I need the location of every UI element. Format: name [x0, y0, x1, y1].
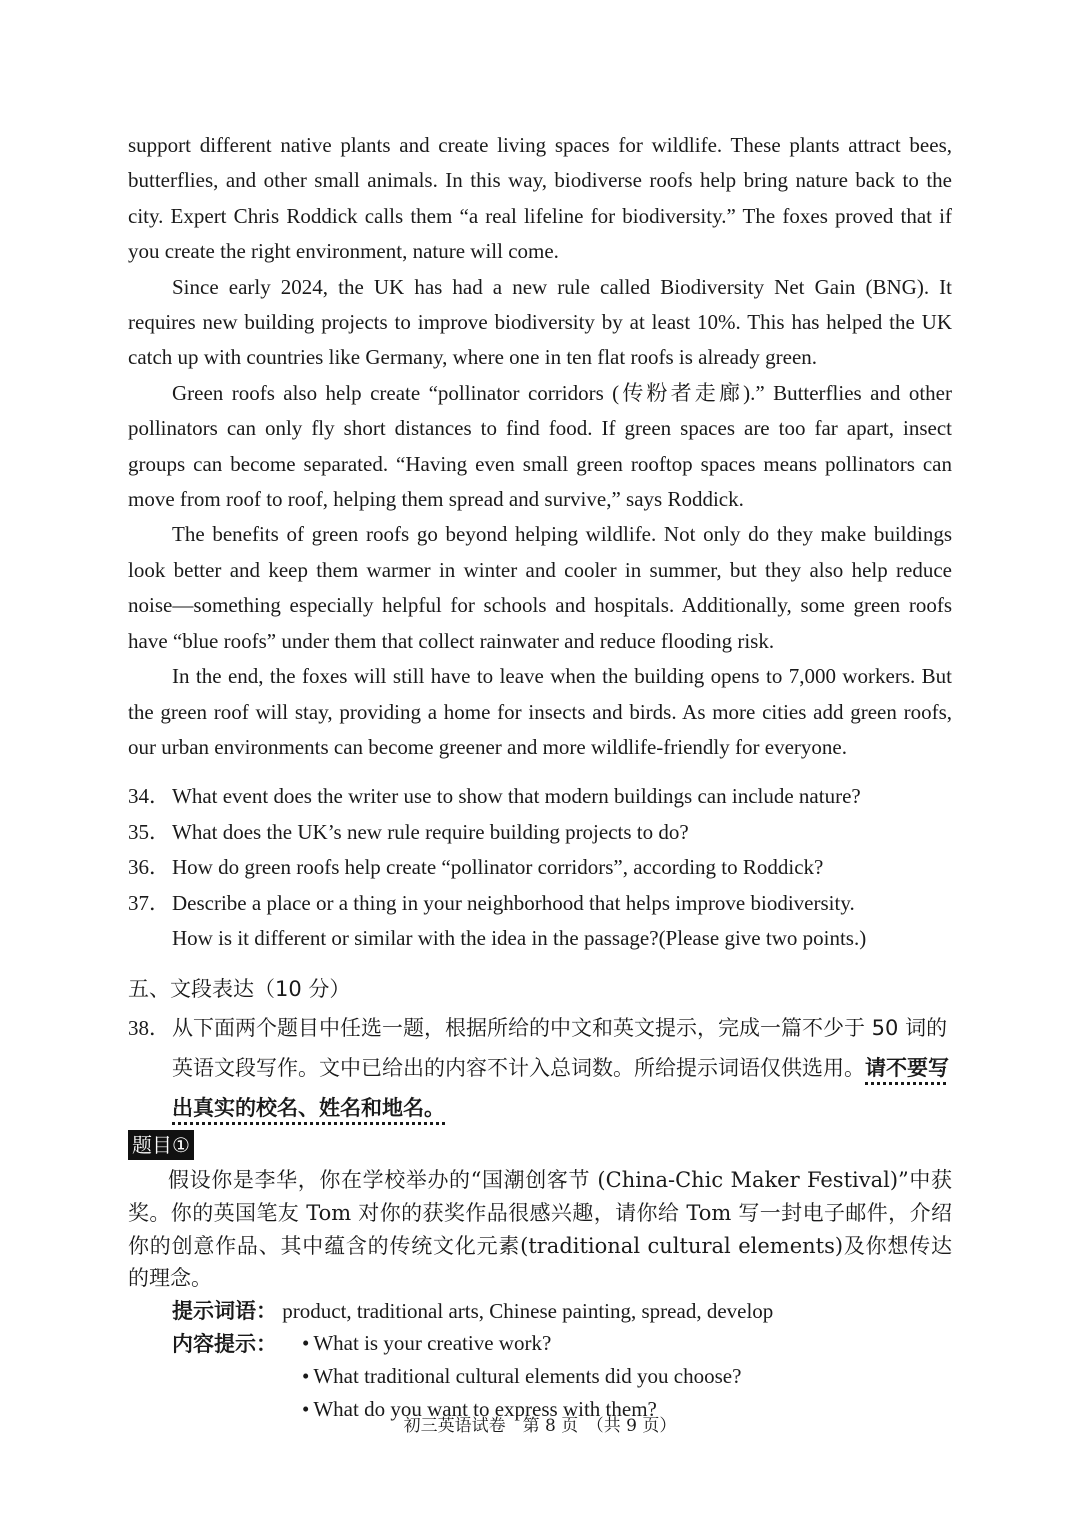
hint-words-row: [128, 1295, 952, 1328]
content-hints-label: 内容提示：: [172, 1331, 277, 1357]
question-list: [128, 779, 952, 956]
passage-paragraph-5: In the end, the foxes will still have to leave when the building opens to 7,000 workers. But the green roof will stay, providing a home for insects and birds. As more cities add green roofs, our urban environments can become greener and more wildlife-friendly for everyone.: [128, 664, 952, 759]
exam-page: [128, 128, 952, 1426]
question-36: [128, 850, 952, 885]
question-text: How do green roofs help create “pollinator corridors”, according to Roddick?: [172, 855, 824, 880]
passage-paragraph-1: support different native plants and create living spaces for wildlife. These plants attract bees, butterflies, and other small animals. In this way, biodiverse roofs help bring nature back to the city. Expert Chris Roddick calls them “a real lifeline for biodiversity.” The foxes proved that if you create the right environment, nature will come.: [128, 133, 952, 264]
question-number: 37．: [128, 890, 170, 915]
passage-paragraph-2: Since early 2024, the UK has had a new rule called Biodiversity Net Gain (BNG). It requires new building projects to improve biodiversity by at least 10%. This has helped the UK catch up with countries like Germany, where one in ten flat roofs is already green.: [128, 274, 952, 370]
question-35: [128, 815, 952, 850]
question-number: 35．: [128, 819, 170, 844]
question-text: What event does the writer use to show that modern buildings can include nature?: [172, 784, 861, 809]
content-hint-text: What is your creative work?: [313, 1331, 552, 1356]
task-emphasis: 请不要写出真实的校名、姓名和地名。: [172, 1056, 949, 1121]
bullet-icon: •: [302, 1397, 310, 1422]
task-instructions: [172, 1008, 952, 1128]
passage-paragraph-4: The benefits of green roofs go beyond helping wildlife. Not only do they make buildings look better and keep them warmer in winter and cooler in summer, but they also help reduce noise—something especially helpful for schools and hospitals. Additionally, some green roofs have “blue roofs” under them that collect rainwater and reduce flooding risk.: [128, 522, 952, 653]
task-number: 38．: [128, 1016, 170, 1041]
task-text: 从下面两个题目中任选一题，根据所给的中文和英文提示，完成一篇不少于 50 词的英语文段写作。文中已给出的内容不计入总词数。所给提示词语仅供选用。: [172, 1016, 948, 1081]
question-34: [128, 779, 952, 814]
question-37: [128, 886, 952, 921]
content-hint-item: [302, 1327, 741, 1360]
bullet-icon: •: [302, 1364, 310, 1389]
content-hint-text: What do you want to express with them?: [313, 1397, 657, 1422]
question-number: 34．: [128, 784, 170, 809]
topic-label: 题目①: [128, 1130, 194, 1160]
page-footer: 初三英语试卷 第 8 页 （共 9 页）: [403, 1416, 677, 1436]
writing-task: [128, 1008, 952, 1128]
content-hints-list: [302, 1327, 741, 1426]
question-text: Describe a place or a thing in your neighborhood that helps improve biodiversity.: [172, 890, 855, 915]
content-hint-item: [302, 1360, 741, 1393]
content-hint-text: What traditional cultural elements did you choose?: [313, 1364, 742, 1389]
question-37-continuation: How is it different or similar with the idea in the passage?(Please give two points.): [172, 925, 867, 950]
bullet-icon: •: [302, 1331, 310, 1356]
section-title: 五、文段表达（10 分）: [128, 977, 351, 1002]
content-hints-row: [128, 1327, 952, 1426]
passage-paragraph-3: Green roofs also help create “pollinator corridors (传粉者走廊).” Butterflies and other pollinators can only fly short distances to find food. If green spaces are too far apart, insect groups can become separated. “Having even small green rooftop spaces means pollinators can move from roof to roof, helping them spread and survive,” says Roddick.: [128, 380, 952, 512]
question-text: What does the UK’s new rule require building projects to do?: [172, 819, 689, 844]
question-number: 36．: [128, 855, 170, 880]
hint-words-label: 提示词语：: [172, 1297, 277, 1323]
topic-prompt: 假设你是李华，你在学校举办的“国潮创客节 (China-Chic Maker Festival)”中获奖。你的英国笔友 Tom 对你的获奖作品很感兴趣，请你给 Tom 写一封电子邮件，介绍你的创意作品、其中蕴含的传统文化元素(traditional cultural elements)及你想传达的理念。: [128, 1168, 952, 1291]
hint-words: product, traditional arts, Chinese painting, spread, develop: [282, 1298, 774, 1323]
